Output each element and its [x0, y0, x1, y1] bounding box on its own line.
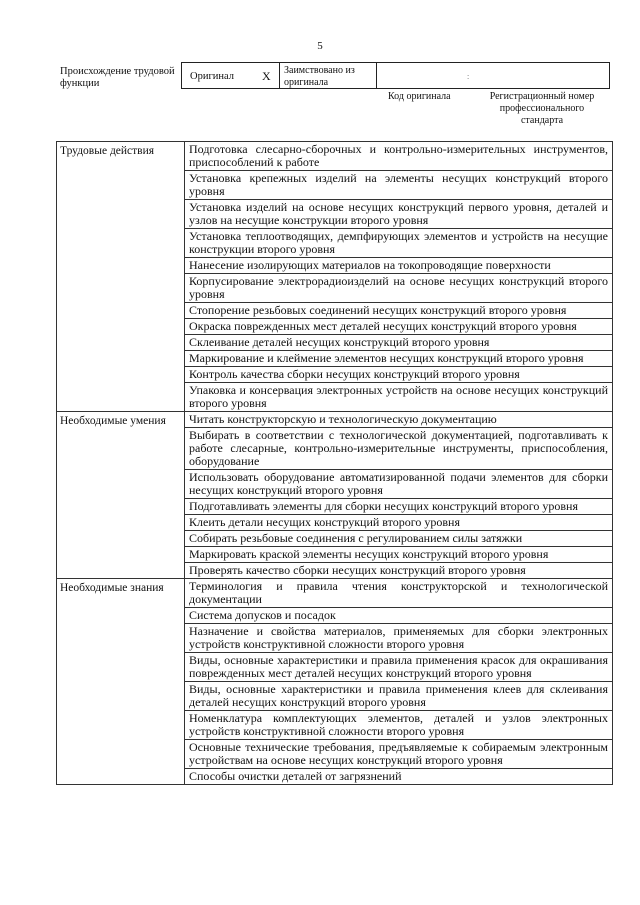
table-item: Виды, основные характеристики и правила применения красок для окрашивания поврежденных мест деталей несущих конструкций второго уровня [185, 653, 613, 682]
table-item: Читать конструкторскую и технологическую документацию [185, 412, 613, 428]
table-item: Подготовка слесарно-сборочных и контрольно-измерительных инструментов, приспособлений к работе [185, 142, 613, 171]
table-item: Подготавливать элементы для сборки несущих конструкций второго уровня [185, 499, 613, 515]
function-table-body [57, 142, 613, 785]
table-item: Установка крепежных изделий на элементы несущих конструкций второго уровня [185, 171, 613, 200]
table-item: Система допусков и посадок [185, 608, 613, 624]
table-item: Маркирование и клеймение элементов несущих конструкций второго уровня [185, 351, 613, 367]
table-item: Собирать резьбовые соединения с регулированием силы затяжки [185, 531, 613, 547]
code-cell [377, 63, 609, 88]
table-item: Упаковка и консервация электронных устройств на основе несущих конструкций второго уровня [185, 383, 613, 412]
table-item: Назначение и свойства материалов, применяемых для сборки электронных устройств конструктивной сложности второго уровня [185, 624, 613, 653]
table-item: Выбирать в соответствии с технологической документацией, подготавливать к работе слесарные, контрольно-измерительные инструменты, приспособления, оборудование [185, 428, 613, 470]
category-knowledge: Необходимые знания [57, 579, 185, 785]
table-row [57, 412, 613, 428]
table-item: Окраска поврежденных мест деталей несущих конструкций второго уровня [185, 319, 613, 335]
origin-label: Происхождение трудовой функции [60, 66, 175, 89]
function-table [56, 141, 613, 785]
borrowed-label: Заимствовано из оригинала [284, 65, 355, 88]
original-label: Оригинал [190, 71, 234, 82]
table-item: Проверять качество сборки несущих конструкций второго уровня [185, 563, 613, 579]
table-item: Номенклатура комплектующих элементов, деталей и узлов электронных устройств конструктивной сложности второго уровня [185, 711, 613, 740]
borrowed-cell [280, 63, 377, 88]
original-cell [182, 63, 280, 88]
table-item: Использовать оборудование автоматизированной подачи элементов для сборки несущих конструкций второго уровня [185, 470, 613, 499]
page-number: 5 [317, 40, 323, 52]
table-item: Терминология и правила чтения конструкторской и технологической документации [185, 579, 613, 608]
table-row [57, 142, 613, 171]
reg-number-label: Регистрационный номер профессионального стандарта [489, 91, 595, 126]
table-item: Нанесение изолирующих материалов на токопроводящие поверхности [185, 258, 613, 274]
table-item: Виды, основные характеристики и правила применения клеев для склеивания деталей несущих конструкций второго уровня [185, 682, 613, 711]
table-row [57, 579, 613, 608]
category-labor-actions: Трудовые действия [57, 142, 185, 412]
table-item: Склеивание деталей несущих конструкций второго уровня [185, 335, 613, 351]
scan-dot-icon: : [467, 72, 470, 81]
table-item: Контроль качества сборки несущих конструкций второго уровня [185, 367, 613, 383]
table-item: Установка изделий на основе несущих конструкций первого уровня, деталей и узлов на несущие конструкции второго уровня [185, 200, 613, 229]
table-item: Клеить детали несущих конструкций второго уровня [185, 515, 613, 531]
table-item: Маркировать краской элементы несущих конструкций второго уровня [185, 547, 613, 563]
table-item: Основные технические требования, предъявляемые к собираемым электронным устройствам на основе несущих конструкций второго уровня [185, 740, 613, 769]
table-item: Установка теплоотводящих, демпфирующих элементов и устройств на несущие конструкции второго уровня [185, 229, 613, 258]
origin-table [181, 62, 610, 89]
table-item: Корпусирование электрорадиоизделий на основе несущих конструкций второго уровня [185, 274, 613, 303]
original-mark: X [262, 69, 271, 83]
category-skills: Необходимые умения [57, 412, 185, 579]
table-item: Способы очистки деталей от загрязнений [185, 769, 613, 785]
code-label: Код оригинала [388, 91, 451, 102]
table-item: Стопорение резьбовых соединений несущих конструкций второго уровня [185, 303, 613, 319]
